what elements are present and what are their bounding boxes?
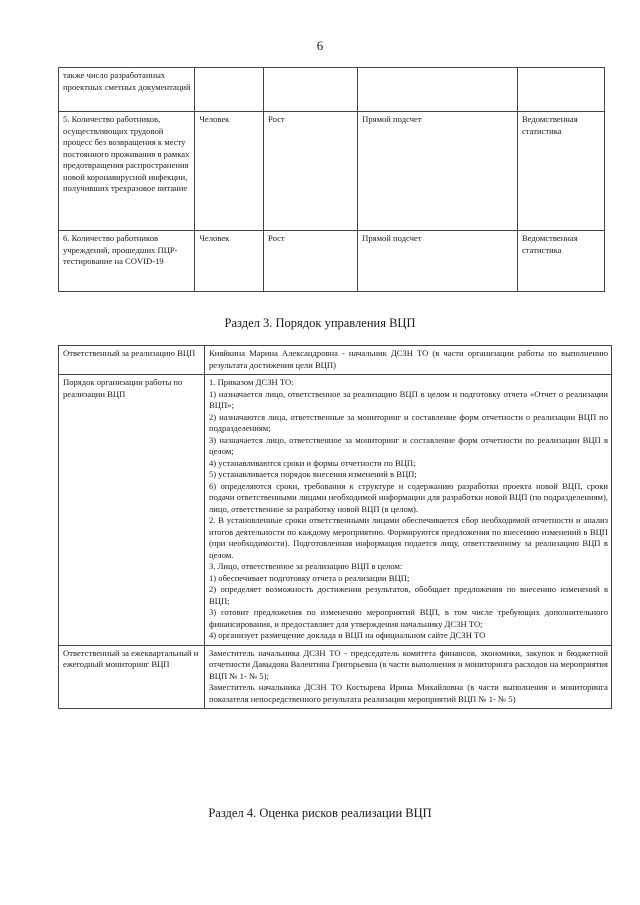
procedure-line: 1. Приказом ДСЗН ТО:: [209, 377, 294, 387]
section-4-title: Раздел 4. Оценка рисков реализации ВЦП: [208, 806, 432, 820]
indicator-method: Прямой подсчет: [358, 231, 518, 292]
procedure-text: [205, 375, 612, 646]
page-number: 6: [316, 38, 324, 53]
monitoring-text: [205, 645, 612, 709]
responsible-label: Ответственный за реализацию ВЦП: [59, 346, 205, 375]
table-row: [59, 645, 612, 709]
procedure-line: 5) устанавливается порядок внесения изменений в ВЦП;: [209, 469, 417, 479]
indicator-unit: [195, 68, 264, 112]
indicator-unit: Человек: [195, 231, 264, 292]
procedure-line: 2) определяет возможность достижения результатов, обобщает предложения по внесению изменений в ВЦП;: [209, 584, 608, 606]
indicator-method: [358, 68, 518, 112]
indicator-name: 5. Количество работников, осуществляющих трудовой процесс без возвращения к месту постоянного проживания в рамках предотвращения распространения новой коронавирусной инфекции, получивших трехразовое питание: [59, 112, 195, 231]
procedure-line: 2) назначаются лица, ответственные за мониторинг и составление форм отчетности о реализации ВЦП по подразделениям;: [209, 411, 608, 433]
procedure-line: 4) устанавливаются сроки и формы отчетности по ВЦП;: [209, 457, 416, 468]
indicator-trend: Рост: [264, 231, 358, 292]
section-3-title: Раздел 3. Порядок управления ВЦП: [224, 316, 416, 330]
indicators-table: [58, 67, 605, 292]
table-row: [59, 346, 612, 375]
indicator-method: Прямой подсчет: [358, 112, 518, 231]
monitoring-line: Заместитель начальника ДСЗН ТО Костырева Ирина Михайловна (в части выполнения и мониторинга показателя непосредственного результата реализации мероприятий ВЦП № 1- № 5): [209, 682, 608, 704]
procedure-label: Порядок организации работы по реализации ВЦП: [59, 375, 205, 646]
procedure-line: 2. В установленные сроки ответственными лицами обеспечивается сбор необходимой отчетности и анализ итогов деятельности по каждому мероприятию. Формируются предложения по внесению изменений в ВЦП (при необходимости). Подготовленная информация подается лицу, ответственному за реализацию ВЦП в целом.: [209, 515, 608, 560]
procedure-line: 1) обеспечивает подготовку отчета о реализации ВЦП;: [209, 572, 410, 583]
indicator-trend: [264, 68, 358, 112]
procedure-line: 4) организует размещение доклада и ВЦП на официальном сайте ДСЗН ТО: [209, 630, 486, 640]
indicator-name: 6. Количество работников учреждений, прошедших ПЦР-тестирование на COVID-19: [59, 231, 195, 292]
indicator-source: Ведомственная статистика: [517, 231, 604, 292]
indicator-source: Ведомственная статистика: [517, 112, 604, 231]
procedure-line: 1) назначается лицо, ответственное за реализацию ВЦП в целом и подготовку отчета «Отчет о реализации ВЦП»;: [209, 388, 608, 410]
table-row: [59, 375, 612, 646]
management-table: [58, 345, 612, 709]
indicator-unit: Человек: [195, 112, 264, 231]
indicator-trend: Рост: [264, 112, 358, 231]
procedure-line: 3) готовит предложения по изменению мероприятий ВЦП, в том числе требующих дополнительного финансирования, и предоставляет для утверждения начальнику ДСЗН ТО;: [209, 607, 608, 629]
monitoring-line: Заместитель начальника ДСЗН ТО - председатель комитета финансов, экономики, закупок и бюджетной отчетности Давыдова Валентина Григорьевна (в части выполнения и мониторинга расходов на мероприятия ВЦП № 1- № 5);: [209, 647, 608, 681]
monitoring-label: Ответственный за ежеквартальный и ежегодный мониторинг ВЦП: [59, 645, 205, 709]
table-row: [59, 68, 605, 112]
table-row: [59, 112, 605, 231]
indicator-name: также число разработанных проектных сметных документаций: [59, 68, 195, 112]
table-row: [59, 231, 605, 292]
responsible-text: Кияйкина Марина Александровна - начальник ДСЗН ТО (в части организации работы по выполнению результата достижения цели ВЦП): [205, 346, 612, 375]
procedure-line: 6) определяются сроки, требования к структуре и содержанию разработки проекта новой ВЦП, сроки подачи ответственными лицами необходимой информации для разработки новой ВЦП (по подразделениям), лицо, ответственное за разработку новой ВЦП (в целом).: [209, 480, 608, 514]
procedure-line: 3. Лицо, ответственное за реализацию ВЦП в целом:: [209, 561, 403, 571]
indicator-source: [517, 68, 604, 112]
procedure-line: 3) назначается лицо, ответственное за мониторинг и составление форм отчетности по реализации ВЦП в целом;: [209, 434, 608, 456]
